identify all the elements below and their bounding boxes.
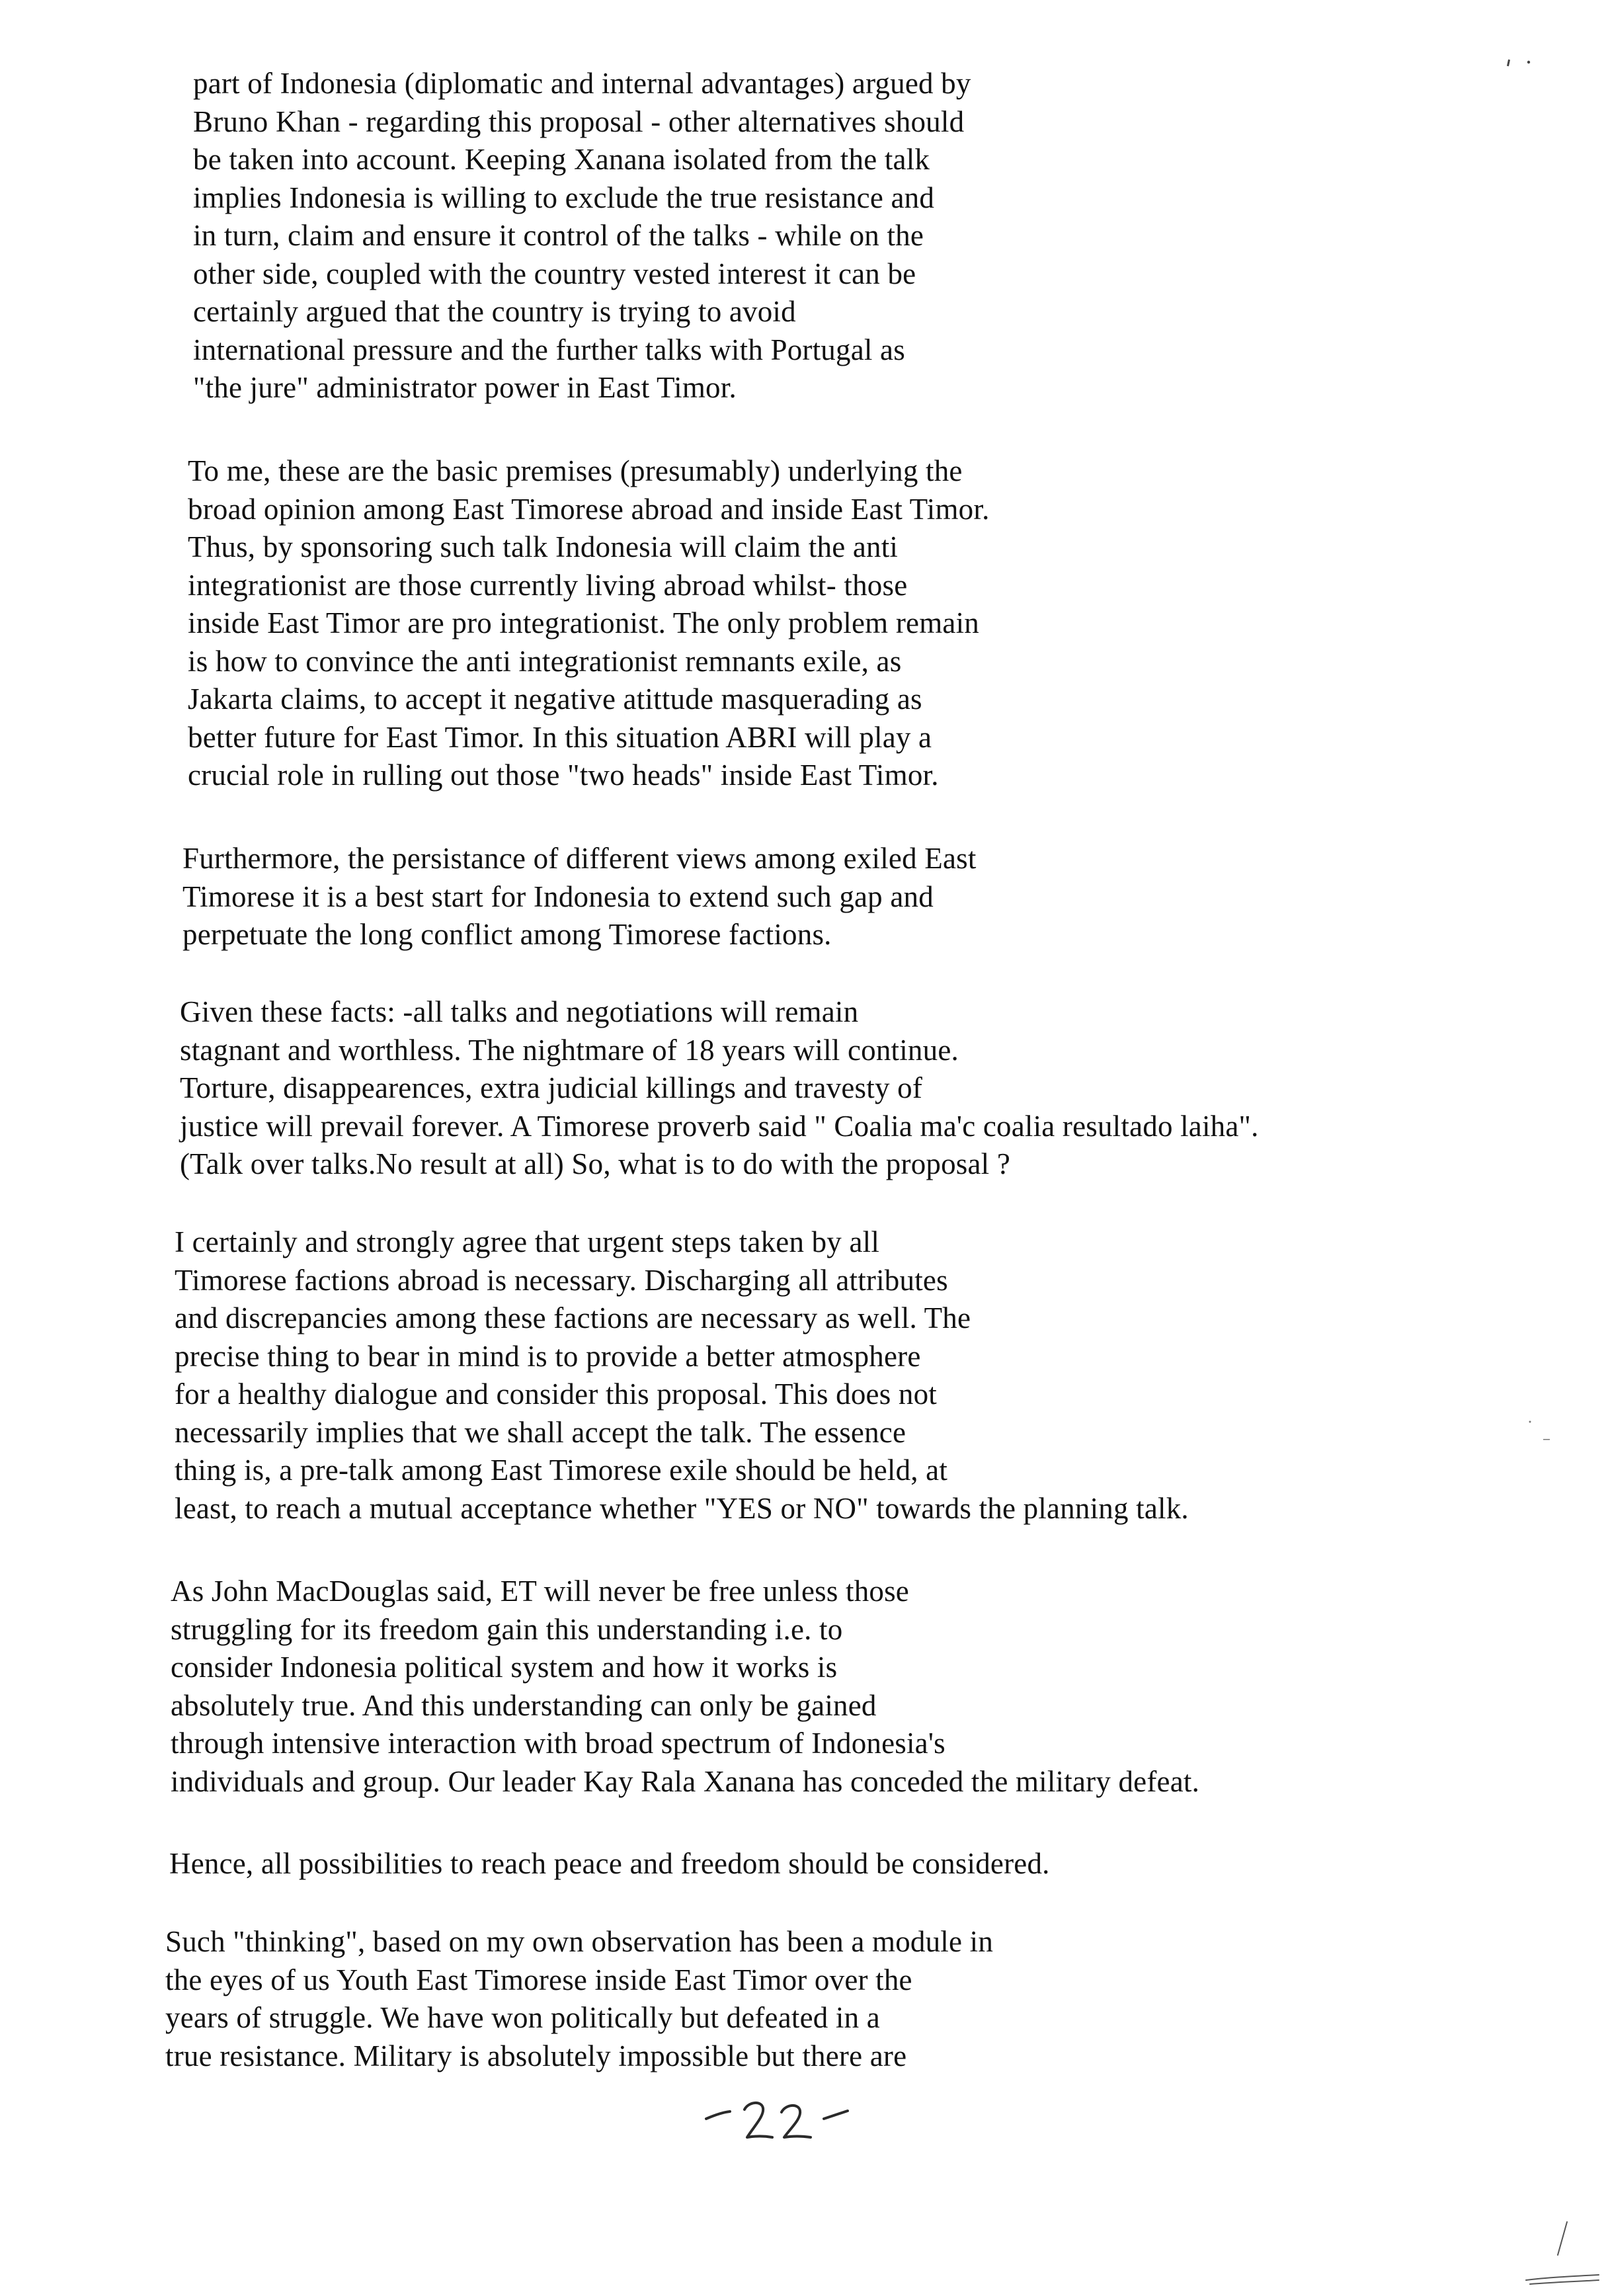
- text-line: (Talk over talks.No result at all) So, what is to do with the proposal ?: [180, 1147, 1011, 1180]
- paragraph: [171, 1573, 1199, 1801]
- text-line: other side, coupled with the country vested interest it can be: [193, 257, 916, 290]
- text-line: consider Indonesia political system and how it works is: [171, 1651, 838, 1684]
- text-line: justice will prevail forever. A Timorese proverb said " Coalia ma'c coalia resultado laiha".: [180, 1109, 1259, 1143]
- text-line: the eyes of us Youth East Timorese inside East Timor over the: [165, 1963, 912, 1996]
- paragraph: [175, 1223, 1189, 1528]
- text-line: and discrepancies among these factions are necessary as well. The: [175, 1301, 971, 1334]
- text-line: years of struggle. We have won politically but defeated in a: [165, 2001, 880, 2034]
- text-line: part of Indonesia (diplomatic and internal advantages) argued by: [193, 67, 971, 100]
- text-line: better future for East Timor. In this situation ABRI will play a: [188, 720, 932, 754]
- text-line: absolutely true. And this understanding can only be gained: [171, 1688, 877, 1722]
- text-line: be taken into account. Keeping Xanana isolated from the talk: [193, 143, 930, 176]
- text-line: I certainly and strongly agree that urgent steps taken by all: [175, 1225, 880, 1258]
- text-line: struggling for its freedom gain this understanding i.e. to: [171, 1612, 843, 1646]
- text-line: true resistance. Military is absolutely impossible but there are: [165, 2039, 907, 2072]
- text-line: As John MacDouglas said, ET will never be free unless those: [171, 1575, 909, 1608]
- text-line: Timorese factions abroad is necessary. Discharging all attributes: [175, 1263, 948, 1297]
- paragraph: [169, 1845, 1050, 1883]
- scan-speck-icon: [1521, 1415, 1560, 1455]
- text-line: necessarily implies that we shall accept the talk. The essence: [175, 1415, 906, 1449]
- text-line: individuals and group. Our leader Kay Rala Xanana has conceded the military defeat.: [171, 1764, 1200, 1798]
- text-line: Furthermore, the persistance of different views among exiled East: [182, 842, 977, 875]
- text-line: thing is, a pre-talk among East Timorese exile should be held, at: [175, 1454, 948, 1487]
- paragraph: [188, 452, 990, 795]
- text-line: international pressure and the further talks with Portugal as: [193, 333, 905, 366]
- text-line: integrationist are those currently living abroad whilst- those: [188, 568, 908, 602]
- text-line: least, to reach a mutual acceptance whether "YES or NO" towards the planning talk.: [175, 1491, 1189, 1525]
- scan-speck-icon: [1501, 54, 1541, 74]
- text-line: precise thing to bear in mind is to provide a better atmosphere: [175, 1339, 921, 1373]
- text-line: broad opinion among East Timorese abroad and inside East Timor.: [188, 492, 990, 526]
- text-line: inside East Timor are pro integrationist. The only problem remain: [188, 606, 979, 639]
- text-line: for a healthy dialogue and consider this proposal. This does not: [175, 1377, 937, 1411]
- text-line: through intensive interaction with broad spectrum of Indonesia's: [171, 1727, 945, 1760]
- text-line: stagnant and worthless. The nightmare of 18 years will continue.: [180, 1033, 959, 1067]
- text-line: Such "thinking", based on my own observation has been a module in: [165, 1925, 994, 1958]
- handwritten-page-number-icon: [701, 2090, 860, 2149]
- text-line: Hence, all possibilities to reach peace and freedom should be considered.: [169, 1847, 1050, 1880]
- text-line: perpetuate the long conflict among Timorese factions.: [182, 918, 832, 951]
- paragraph: [182, 840, 977, 954]
- text-line: To me, these are the basic premises (presumably) underlying the: [188, 454, 963, 487]
- text-line: Timorese it is a best start for Indonesia to extend such gap and: [182, 880, 934, 913]
- text-line: Bruno Khan - regarding this proposal - other alternatives should: [193, 104, 965, 138]
- text-line: certainly argued that the country is trying to avoid: [193, 295, 796, 328]
- paragraph: [193, 65, 971, 407]
- text-line: "the jure" administrator power in East Timor.: [193, 371, 737, 404]
- text-line: Jakarta claims, to accept it negative atittude masquerading as: [188, 682, 922, 716]
- text-line: Thus, by sponsoring such talk Indonesia will claim the anti: [188, 530, 899, 563]
- paragraph: [165, 1923, 993, 2075]
- paragraph: [180, 993, 1259, 1184]
- text-line: implies Indonesia is willing to exclude the true resistance and: [193, 181, 935, 214]
- text-line: is how to convince the anti integrationist remnants exile, as: [188, 644, 902, 678]
- text-line: crucial role in rulling out those "two heads" inside East Timor.: [188, 758, 939, 792]
- text-line: Given these facts: -all talks and negotiations will remain: [180, 995, 859, 1028]
- scan-speck-icon: [1514, 2209, 1600, 2288]
- text-line: Torture, disappearences, extra judicial killings and travesty of: [180, 1071, 923, 1104]
- text-line: in turn, claim and ensure it control of the talks - while on the: [193, 219, 924, 252]
